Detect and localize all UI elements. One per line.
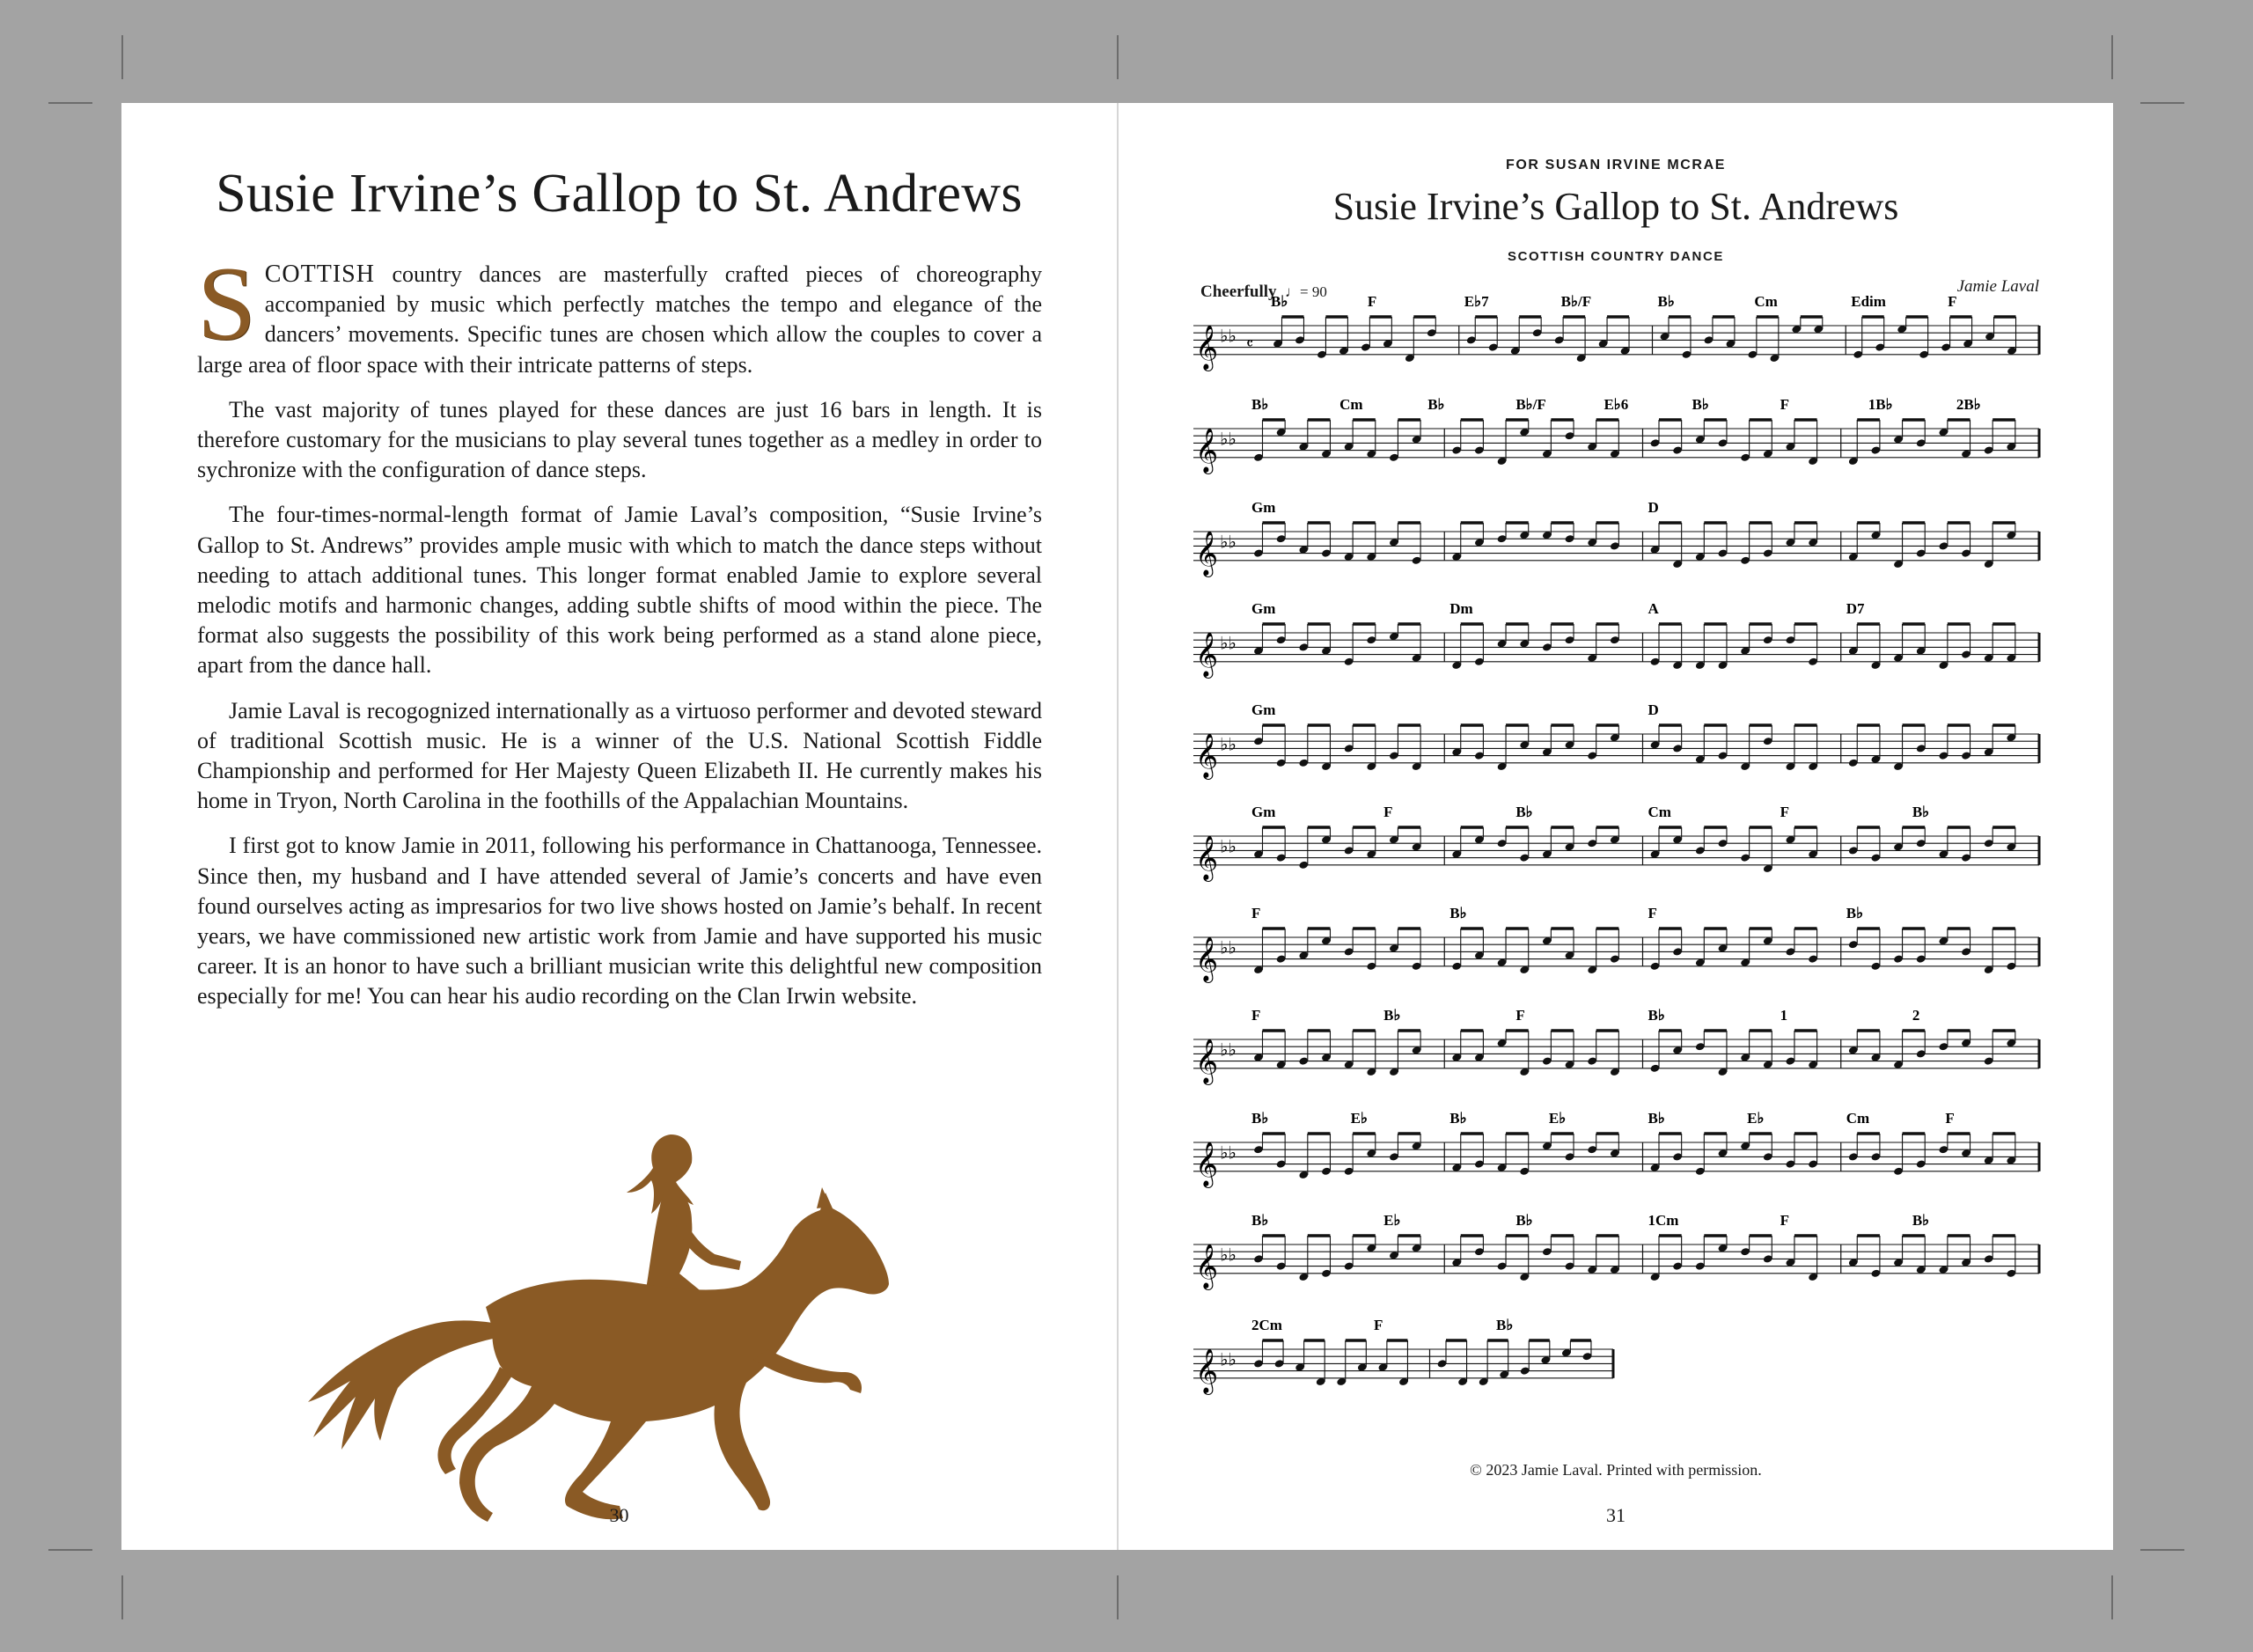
treble-clef: 𝄞 <box>1195 732 1219 778</box>
chord-symbol: E♭ <box>1548 1110 1567 1127</box>
page-number: 30 <box>609 1504 629 1526</box>
dedication: FOR SUSAN IRVINE MCRAE <box>1505 158 1727 173</box>
chord-symbol: F <box>1515 1007 1525 1024</box>
chord-symbol: Cm <box>1339 396 1363 413</box>
chord-symbol: Gm <box>1251 499 1276 516</box>
left-page <box>121 103 1117 1550</box>
chord-symbol: F <box>1945 1110 1955 1127</box>
chord-symbol: F <box>1383 804 1393 820</box>
chord-symbol: F <box>1374 1317 1383 1333</box>
chord-symbol: F <box>1780 804 1790 820</box>
key-signature: ♭♭ <box>1220 1040 1237 1061</box>
right-page <box>1119 103 2113 1550</box>
chord-symbol: B♭ <box>1251 1110 1269 1127</box>
key-signature: ♭♭ <box>1220 1143 1237 1164</box>
chord-symbol: Gm <box>1251 804 1276 820</box>
treble-clef: 𝄞 <box>1195 631 1219 677</box>
chord-symbol: 1 <box>1780 1007 1788 1024</box>
key-signature: ♭♭ <box>1220 1245 1237 1266</box>
chord-symbol: E♭7 <box>1464 293 1489 310</box>
chord-symbol: B♭ <box>1515 1212 1533 1229</box>
chord-symbol: Cm <box>1846 1110 1870 1127</box>
chord-symbol: E♭6 <box>1604 396 1629 413</box>
crop-mark-top-left <box>121 35 123 79</box>
chord-symbol: Gm <box>1251 701 1276 718</box>
score-subtitle: SCOTTISH COUNTRY DANCE <box>1507 249 1725 264</box>
key-signature: ♭♭ <box>1220 634 1237 654</box>
chord-symbol: 2Cm <box>1251 1317 1282 1333</box>
chord-symbol: F <box>1251 905 1261 921</box>
chord-symbol: B♭ <box>1692 396 1709 413</box>
chord-symbol: B♭ <box>1657 293 1675 310</box>
chord-symbol: D <box>1648 499 1659 516</box>
galloping-horse-illustration <box>301 1059 970 1552</box>
treble-clef: 𝄞 <box>1195 834 1219 880</box>
treble-clef: 𝄞 <box>1195 936 1219 981</box>
key-signature: ♭♭ <box>1220 837 1237 857</box>
music-system <box>1193 701 2039 780</box>
music-system <box>1193 499 2039 577</box>
treble-clef: 𝄞 <box>1195 427 1219 473</box>
chord-symbol: B♭ <box>1515 804 1533 820</box>
article-body <box>197 245 1042 1027</box>
page-number-right: 31 <box>1606 1504 1626 1526</box>
paragraph-1 <box>197 245 1042 380</box>
page-title: Susie Irvine’s Gallop to St. Andrews <box>216 164 1023 224</box>
composer: Jamie Laval <box>1956 277 2039 296</box>
music-system <box>1193 600 2039 679</box>
chord-symbol: B♭ <box>1496 1317 1514 1333</box>
chord-symbol: 2B♭ <box>1956 396 1981 413</box>
paragraph-5: I first got to know Jamie in 2011, following his performance in Chattanooga, Tennessee. Since then, my husband and I have attended several of Jamie’s concerts and have even found ourselves acting as impresarios for two live shows hosted on Jamie’s behalf. In recent years, we have commissioned new artistic work from Jamie and have supported his music career. It is an honor to have such a brilliant musician write this delightful new composition especially for me! You can hear his audio recording on the Clan Irwin website. <box>197 833 1042 1010</box>
paragraph-4: Jamie Laval is recogognized internationally as a virtuoso performer and devoted steward of traditional Scottish music. He is a winner of the U.S. National Scottish Fiddle Championship and performed for Her Majesty Queen Elizabeth II. He currently makes his home in Tryon, North Carolina in the foothills of the Appalachian Mountains. <box>197 697 1042 814</box>
key-signature: ♭♭ <box>1220 532 1237 553</box>
chord-symbol: 2 <box>1912 1007 1920 1024</box>
crop-mark-top-center <box>1117 35 1119 79</box>
treble-clef: 𝄞 <box>1195 324 1219 370</box>
chord-symbol: Edim <box>1851 293 1886 310</box>
chord-symbol: B♭ <box>1912 1212 1930 1229</box>
time-signature: 𝄴 <box>1246 334 1254 353</box>
chord-symbol: F <box>1780 396 1790 413</box>
chord-symbol: F <box>1367 293 1377 310</box>
music-system <box>1193 804 2039 882</box>
chord-symbol: E♭ <box>1383 1212 1401 1229</box>
paragraph-2: The vast majority of tunes played for these dances are just 16 bars in length. It is therefore customary for the musicians to play several tunes together as a medley in order to sychronize with the configuration of dance steps. <box>197 396 1042 483</box>
crop-mark-right-top <box>2140 102 2184 104</box>
crop-mark-bottom-left <box>121 1575 123 1619</box>
chord-symbol: Dm <box>1449 600 1473 617</box>
chord-symbol: B♭ <box>1846 905 1864 921</box>
chord-symbol: Gm <box>1251 600 1276 617</box>
key-signature: ♭♭ <box>1220 327 1237 347</box>
chord-symbol: F <box>1251 1007 1261 1024</box>
small-caps-lead: COTTISH <box>264 261 375 288</box>
drop-cap: S <box>197 245 256 362</box>
treble-clef: 𝄞 <box>1195 530 1219 576</box>
chord-symbol: B♭ <box>1251 396 1269 413</box>
chord-symbol: B♭ <box>1648 1110 1665 1127</box>
chord-symbol: B♭ <box>1449 905 1467 921</box>
music-system <box>1193 1212 2039 1290</box>
music-system <box>1193 396 2039 474</box>
chord-symbol: Cm <box>1648 804 1671 820</box>
crop-mark-left-bottom <box>48 1549 92 1551</box>
chord-symbol: B♭ <box>1251 1212 1269 1229</box>
chord-symbol: F <box>1648 905 1657 921</box>
chord-symbol: B♭ <box>1383 1007 1401 1024</box>
chord-symbol: B♭ <box>1427 396 1445 413</box>
chord-symbol: B♭/F <box>1515 396 1546 413</box>
music-system <box>1193 905 2039 983</box>
score-title: Susie Irvine’s Gallop to St. Andrews <box>1332 185 1899 228</box>
treble-clef: 𝄞 <box>1195 1347 1219 1393</box>
chord-symbol: E♭ <box>1747 1110 1765 1127</box>
chord-symbol: 1Cm <box>1648 1212 1679 1229</box>
treble-clef: 𝄞 <box>1195 1141 1219 1186</box>
crop-mark-top-right <box>2111 35 2113 79</box>
crop-mark-right-bottom <box>2140 1549 2184 1551</box>
crop-mark-bottom-center <box>1117 1575 1119 1619</box>
copyright: © 2023 Jamie Laval. Printed with permission. <box>1470 1461 1762 1479</box>
music-system <box>1193 293 2039 371</box>
crop-mark-bottom-right <box>2111 1575 2113 1619</box>
tempo-word: Cheerfully <box>1200 283 1277 301</box>
chord-symbol: B♭ <box>1271 293 1288 310</box>
chord-symbol: B♭ <box>1912 804 1930 820</box>
chord-symbol: A <box>1648 600 1659 617</box>
chord-symbol: 1B♭ <box>1868 396 1893 413</box>
treble-clef: 𝄞 <box>1195 1038 1219 1083</box>
paragraph-3: The four-times-normal-length format of Jamie Laval’s composition, “Susie Irvine’s Gallop to St. Andrews” provides ample music with which to match the dance steps without needing to attach additional tunes. This longer format enabled Jamie to explore several melodic motifs and harmonic changes, adding subtle shifts of mood within the piece. The format also suggests the possibility of this work being performed as a stand alone piece, apart from the dance hall. <box>197 502 1042 679</box>
music-system <box>1193 1110 2039 1188</box>
chord-symbol: B♭ <box>1449 1110 1467 1127</box>
key-signature: ♭♭ <box>1220 430 1237 450</box>
chord-symbol: E♭ <box>1350 1110 1368 1127</box>
sheet-music-score <box>1119 103 2113 1441</box>
key-signature: ♭♭ <box>1220 735 1237 755</box>
crop-mark-left-top <box>48 102 92 104</box>
music-system <box>1193 1317 1613 1395</box>
chord-symbol: Cm <box>1754 293 1778 310</box>
key-signature: ♭♭ <box>1220 938 1237 958</box>
music-system <box>1193 1007 2039 1085</box>
chord-symbol: B♭ <box>1648 1007 1665 1024</box>
treble-clef: 𝄞 <box>1195 1243 1219 1289</box>
key-signature: ♭♭ <box>1220 1350 1237 1370</box>
chord-symbol: D7 <box>1846 600 1865 617</box>
metronome-mark: ♩= 90 <box>1285 283 1327 300</box>
paragraph-1-text: country dances are masterfully crafted pieces of choreography accompanied by music which perfectly matches the tempo and elegance of the dancers’ movements. Specific tunes are chosen which allow the couples to cover a large area of floor space with their intricate patterns of steps. <box>197 261 1042 378</box>
chord-symbol: D <box>1648 701 1659 718</box>
chord-symbol: B♭/F <box>1560 293 1592 310</box>
chord-symbol: F <box>1948 293 1957 310</box>
chord-symbol: F <box>1780 1212 1790 1229</box>
